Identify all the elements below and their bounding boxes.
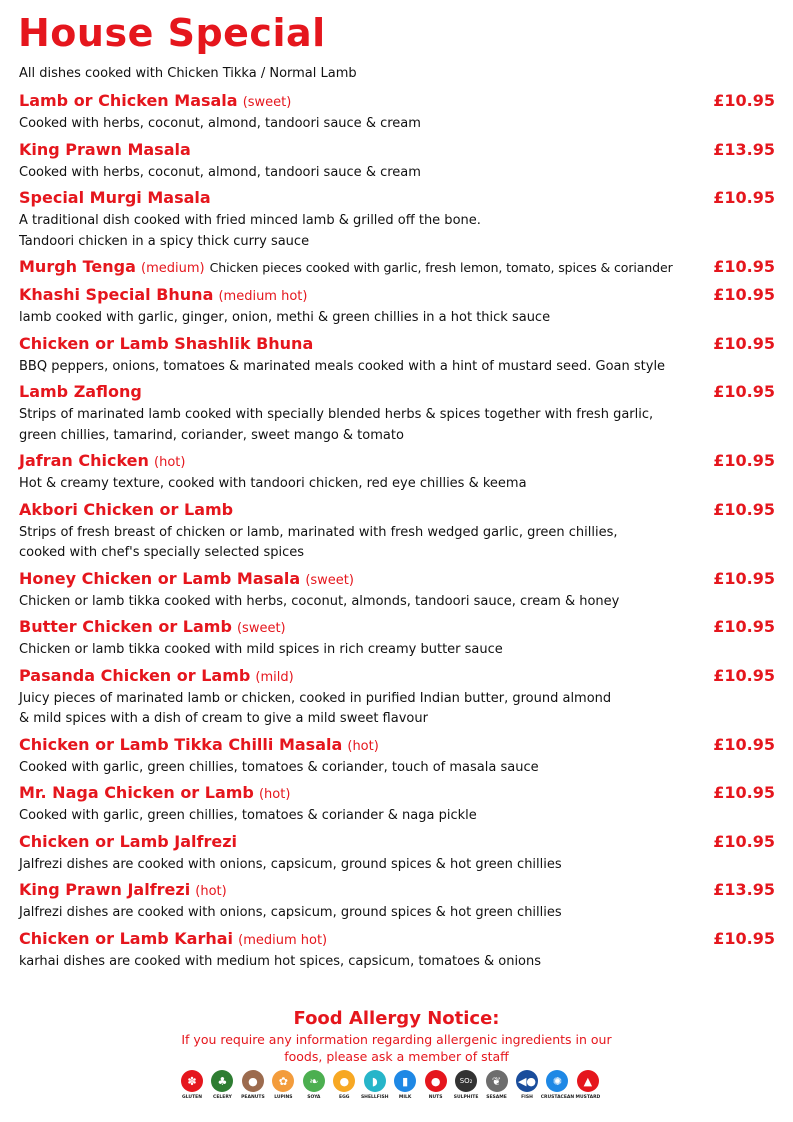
menu-item-title	[19, 616, 286, 640]
menu-item-name: Chicken or Lamb Tikka Chilli Masala	[19, 734, 343, 754]
allergen-label: SHELLFISH	[360, 1095, 389, 1100]
menu-item-title	[19, 333, 313, 355]
menu-item-price: £13.95	[713, 139, 775, 159]
menu-item-description	[19, 592, 775, 613]
menu-item-description-line: Cooked with garlic, green chillies, tomatoes & coriander, touch of masala sauce	[19, 759, 539, 775]
lupin-icon: ✿	[272, 1070, 294, 1092]
menu-item-header	[19, 381, 775, 405]
peanut-icon: ●	[242, 1070, 264, 1092]
menu-item-header	[19, 616, 775, 640]
allergen-peanuts	[241, 1070, 265, 1100]
intro-text: All dishes cooked with Chicken Tikka / Normal Lamb	[19, 66, 357, 81]
menu-item-description	[19, 640, 775, 661]
menu-item-spice-note: (hot)	[195, 884, 227, 899]
menu-item-price: £10.95	[713, 285, 775, 304]
menu-item	[19, 499, 775, 564]
menu-item-name: Chicken or Lamb Shashlik Bhuna	[19, 333, 314, 353]
menu-item-description-line: green chillies, tamarind, coriander, sweet mango & tomato	[19, 427, 404, 443]
allergen-fish	[515, 1070, 539, 1100]
fish-icon: ◀●	[516, 1070, 538, 1092]
menu-item-spice-note: (hot)	[258, 787, 291, 802]
menu-item-header	[19, 734, 775, 758]
menu-item-price: £10.95	[713, 333, 775, 353]
allergen-shellfish	[360, 1070, 389, 1100]
menu-item	[19, 928, 775, 973]
allergy-notice	[0, 1007, 793, 1065]
menu-item	[19, 665, 775, 730]
menu-item-price: £10.95	[713, 499, 775, 519]
sesame-icon: ❦	[486, 1070, 508, 1092]
menu-item-name: King Prawn Masala	[19, 139, 191, 159]
menu-item-description-line: cooked with chef's specially selected spices	[19, 545, 305, 560]
menu-item-description	[19, 903, 775, 924]
menu-item-title	[19, 831, 237, 853]
menu-item-title	[19, 568, 354, 592]
menu-item-description	[19, 308, 775, 329]
menu-item-name: Akbori Chicken or Lamb	[19, 499, 234, 519]
menu-item-description	[19, 357, 775, 378]
menu-item	[19, 831, 775, 876]
menu-item-title	[19, 734, 379, 758]
menu-item-price: £10.95	[713, 257, 775, 276]
menu-item-title	[19, 450, 185, 474]
allergen-milk	[393, 1070, 417, 1100]
allergen-label: PEANUTS	[241, 1095, 265, 1100]
menu-item-description-line: karhai dishes are cooked with medium hot spices, capsicum, tomatoes & onions	[19, 953, 542, 969]
menu-item-price: £10.95	[713, 188, 775, 207]
allergen-label: SULPHITE	[453, 1095, 479, 1100]
milk-icon: ▮	[394, 1070, 416, 1092]
menu-item-description-line: Tandoori chicken in a spicy thick curry sauce	[19, 233, 310, 249]
menu-item-price: £10.95	[713, 928, 775, 948]
shellfish-icon: ◗	[364, 1070, 386, 1092]
allergen-soya	[302, 1070, 326, 1100]
menu-item-price: £10.95	[713, 734, 775, 754]
menu-item-description-line: lamb cooked with garlic, ginger, onion, methi & green chillies in a hot thick sauce	[19, 310, 551, 325]
menu-item-title	[19, 381, 142, 403]
menu-item-header	[19, 187, 775, 211]
menu-item-description	[19, 758, 775, 779]
allergen-label: NUTS	[428, 1095, 443, 1100]
menu-item-name: Chicken or Lamb Karhai	[19, 928, 234, 948]
menu-item-price: £10.95	[713, 617, 775, 636]
menu-list	[19, 90, 775, 976]
menu-item-price: £10.95	[713, 831, 775, 851]
menu-item-name: Special Murgi Masala	[19, 188, 211, 207]
menu-item-name: Chicken or Lamb Jalfrezi	[19, 831, 237, 851]
allergen-label: SESAME	[486, 1095, 507, 1100]
menu-item-name: Lamb Zaflong	[19, 382, 142, 401]
crab-icon: ✺	[546, 1070, 568, 1092]
menu-item-description	[19, 163, 775, 184]
menu-item-description-line: BBQ peppers, onions, tomatoes & marinated meals cooked with a hint of mustard seed. Goan style	[19, 358, 666, 374]
nut-icon: ●	[425, 1070, 447, 1092]
menu-item-price: £10.95	[713, 568, 775, 588]
menu-item-description-line: Juicy pieces of marinated lamb or chicken, cooked in purified Indian butter, ground almond	[19, 690, 612, 706]
menu-item	[19, 187, 775, 252]
menu-item	[19, 616, 775, 661]
allergen-sulphite	[454, 1070, 478, 1100]
celery-icon: ♣	[211, 1070, 233, 1092]
menu-item	[19, 139, 775, 184]
menu-item-description-line: Strips of marinated lamb cooked with specially blended herbs & spices together with fresh garlic,	[19, 407, 654, 422]
menu-item-description-line: Chicken or lamb tikka cooked with herbs, coconut, almonds, tandoori sauce, cream & honey	[19, 593, 620, 609]
allergen-mustard	[576, 1070, 600, 1100]
menu-item-header	[19, 450, 775, 474]
menu-item-description-line: & mild spices with a dish of cream to give a mild sweet flavour	[19, 711, 428, 726]
menu-item-description-line: Hot & creamy texture, cooked with tandoori chicken, red eye chillies & keema	[19, 476, 527, 491]
allergen-celery	[210, 1070, 234, 1100]
menu-item	[19, 381, 775, 446]
menu-item-description: Chicken pieces cooked with garlic, fresh lemon, tomato, spices & coriander	[209, 260, 673, 275]
menu-item-spice-note: (sweet)	[236, 621, 286, 636]
menu-item-header	[19, 568, 775, 592]
menu-item-header	[19, 879, 775, 903]
menu-item-header	[19, 928, 775, 952]
menu-item-description	[19, 405, 775, 446]
allergen-gluten	[180, 1070, 204, 1100]
menu-item	[19, 90, 775, 135]
menu-item-title	[19, 928, 327, 952]
allergen-label: EGG	[339, 1095, 350, 1100]
menu-item-header	[19, 90, 775, 114]
menu-item-name: Pasanda Chicken or Lamb	[19, 665, 251, 685]
allergen-egg	[332, 1070, 356, 1100]
menu-item-description-line: Chicken or lamb tikka cooked with mild spices in rich creamy butter sauce	[19, 642, 503, 657]
menu-item-header	[19, 256, 775, 280]
menu-item-name: Mr. Naga Chicken or Lamb	[19, 783, 254, 802]
menu-item-price: £10.95	[713, 665, 775, 685]
menu-item-header	[19, 831, 775, 855]
menu-item-title	[19, 879, 227, 903]
allergen-label: MUSTARD	[575, 1095, 601, 1100]
menu-item-header	[19, 333, 775, 357]
allergen-crustacean	[540, 1070, 575, 1100]
menu-item-title	[19, 665, 294, 689]
menu-item-title	[19, 90, 291, 114]
menu-item-header	[19, 499, 775, 523]
menu-item-header	[19, 139, 775, 163]
allergy-notice-line: foods, please ask a member of staff	[284, 1049, 509, 1064]
egg-icon: ●	[333, 1070, 355, 1092]
menu-item	[19, 450, 775, 495]
menu-item	[19, 333, 775, 378]
allergy-notice-line: If you require any information regarding allergenic ingredients in our	[181, 1032, 612, 1047]
menu-item-name: Lamb or Chicken Masala	[19, 91, 238, 110]
menu-item-header	[19, 782, 775, 806]
mustard-icon: ▲	[577, 1070, 599, 1092]
page-title: House Special	[18, 11, 326, 55]
menu-item-description-line: Jalfrezi dishes are cooked with onions, capsicum, ground spices & hot green chillies	[19, 856, 562, 872]
menu-item-title	[19, 187, 211, 209]
allergen-nuts	[424, 1070, 448, 1100]
menu-item-price: £10.95	[713, 91, 775, 110]
menu-item-name: Murgh Tenga	[19, 257, 136, 276]
menu-item-title	[19, 256, 673, 280]
allergen-label: CRUSTACEAN	[540, 1095, 575, 1100]
allergen-label: CELERY	[213, 1095, 232, 1100]
menu-item	[19, 879, 775, 924]
menu-item-spice-note: (medium hot)	[238, 932, 328, 948]
menu-item-description-line: A traditional dish cooked with fried minced lamb & grilled off the bone.	[19, 213, 481, 228]
menu-item-description-line: Strips of fresh breast of chicken or lamb, marinated with fresh wedged garlic, green chillies,	[19, 524, 618, 540]
menu-item-title	[19, 139, 191, 161]
menu-item-description-line: Cooked with garlic, green chillies, tomatoes & coriander & naga pickle	[19, 808, 477, 823]
allergen-label: LUPINS	[274, 1095, 293, 1100]
menu-item-description	[19, 523, 775, 564]
menu-item-title	[19, 782, 290, 806]
menu-item-description-line: Cooked with herbs, coconut, almond, tandoori sauce & cream	[19, 116, 421, 131]
menu-item-name: Jafran Chicken	[19, 451, 149, 470]
menu-item-spice-note: (medium)	[141, 261, 205, 276]
allergen-icons	[180, 1070, 600, 1100]
menu-item	[19, 284, 775, 329]
menu-item-description	[19, 474, 775, 495]
menu-item-spice-note: (hot)	[154, 455, 186, 470]
menu-item-description	[19, 952, 775, 973]
menu-item-spice-note: (hot)	[347, 738, 379, 754]
menu-item-title	[19, 499, 233, 521]
menu-item-description-line: Jalfrezi dishes are cooked with onions, capsicum, ground spices & hot green chillies	[19, 905, 562, 920]
menu-item-name: Honey Chicken or Lamb Masala	[19, 568, 301, 588]
allergen-label: SOYA	[307, 1095, 321, 1100]
menu-item-description	[19, 689, 775, 730]
menu-item-description	[19, 855, 775, 876]
menu-item-spice-note: (mild)	[255, 669, 294, 685]
menu-item-price: £10.95	[713, 451, 775, 470]
menu-item	[19, 782, 775, 827]
allergen-label: MILK	[398, 1095, 412, 1100]
menu-item	[19, 256, 775, 280]
allergen-label: GLUTEN	[182, 1095, 202, 1100]
sulphite-icon: SO₂	[455, 1070, 477, 1092]
allergy-notice-title: Food Allergy Notice:	[293, 1008, 500, 1029]
menu-item-name: Khashi Special Bhuna	[19, 285, 214, 304]
menu-item-name: Butter Chicken or Lamb	[19, 617, 232, 636]
menu-item-description	[19, 211, 775, 252]
menu-item-price: £10.95	[713, 382, 775, 401]
menu-item-spice-note: (sweet)	[305, 572, 354, 588]
menu-item-price: £13.95	[713, 880, 775, 899]
menu-item	[19, 568, 775, 613]
menu-item-header	[19, 284, 775, 308]
allergen-lupins	[271, 1070, 295, 1100]
menu-item	[19, 734, 775, 779]
menu-item-header	[19, 665, 775, 689]
menu-item-description-line: Cooked with herbs, coconut, almond, tandoori sauce & cream	[19, 164, 421, 180]
menu-item-description	[19, 114, 775, 135]
allergen-label: FISH	[521, 1095, 533, 1100]
menu-item-price: £10.95	[713, 783, 775, 802]
menu-item-description	[19, 806, 775, 827]
soya-icon: ❧	[303, 1070, 325, 1092]
allergen-sesame	[485, 1070, 509, 1100]
menu-item-name: King Prawn Jalfrezi	[19, 880, 191, 899]
wheat-icon: ✽	[181, 1070, 203, 1092]
menu-item-spice-note: (medium hot)	[218, 289, 308, 304]
menu-item-title	[19, 284, 307, 308]
menu-item-spice-note: (sweet)	[242, 95, 292, 110]
